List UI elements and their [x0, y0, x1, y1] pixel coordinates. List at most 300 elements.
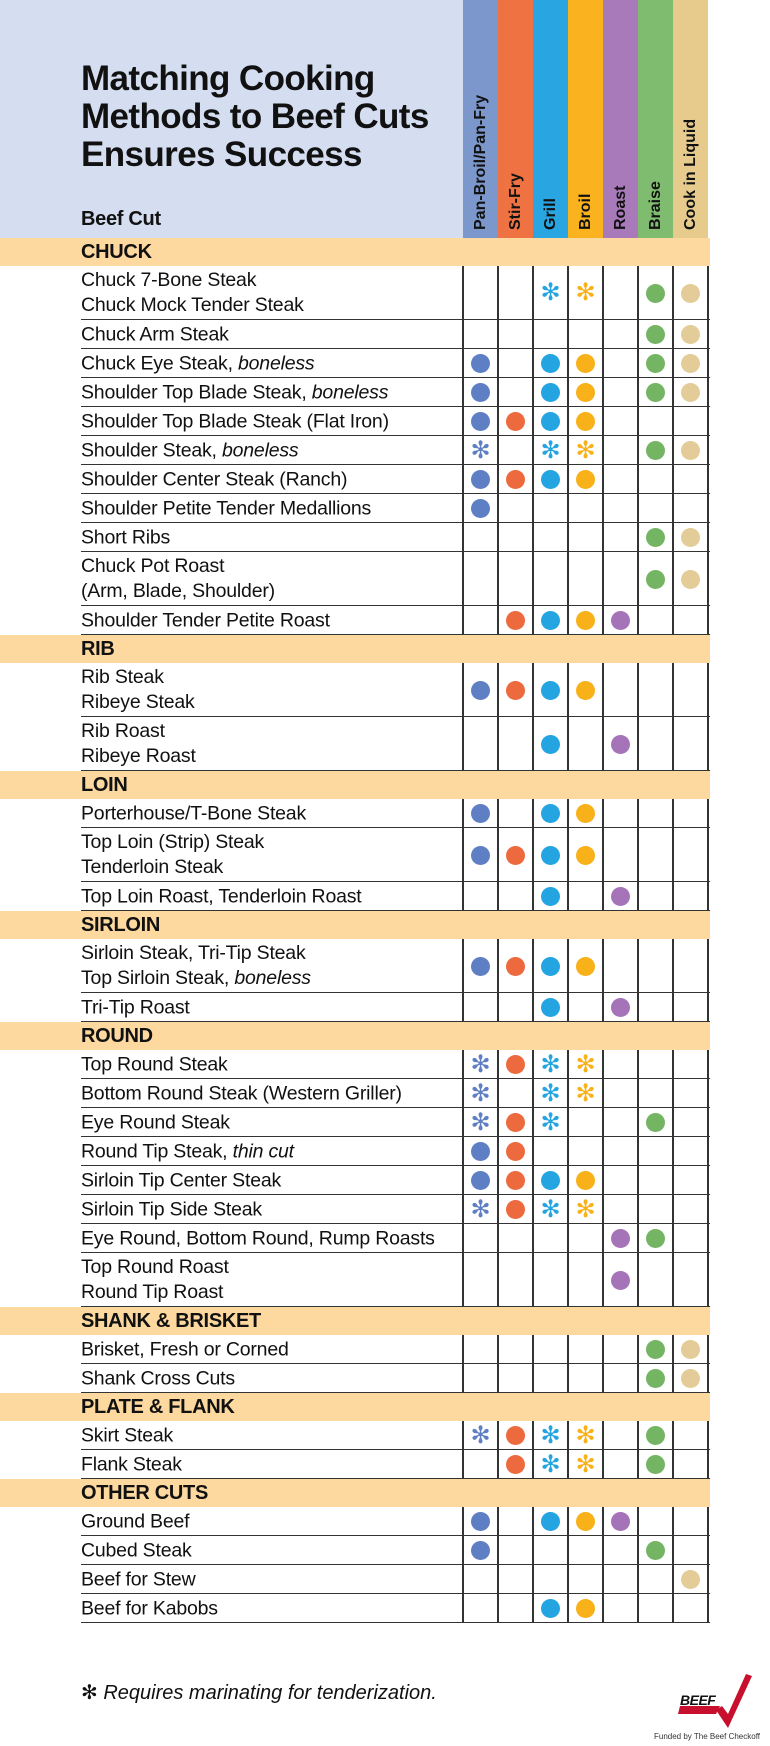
table-row	[0, 1594, 710, 1623]
method-cell-grill	[533, 1166, 568, 1195]
cut-name	[81, 438, 298, 463]
method-cell-stir-fry	[498, 465, 533, 494]
recommended-dot-icon	[471, 681, 490, 700]
section-band-round	[0, 1022, 710, 1050]
cut-name	[81, 1366, 235, 1391]
column-divider	[707, 1421, 709, 1479]
recommended-dot-icon	[646, 570, 665, 589]
column-header-label: Grill	[542, 197, 559, 230]
marinate-star-icon: ✻	[575, 1079, 596, 1107]
column-divider	[672, 939, 674, 1022]
recommended-dot-icon	[576, 611, 595, 630]
table-row	[0, 606, 710, 635]
recommended-dot-icon	[646, 441, 665, 460]
section-label: RIB	[81, 638, 115, 660]
method-cell-grill	[533, 606, 568, 635]
method-cell-cook-in-liquid	[673, 1364, 708, 1393]
recommended-dot-icon	[541, 957, 560, 976]
method-cell-broil	[568, 266, 603, 320]
recommended-dot-icon	[576, 470, 595, 489]
recommended-dot-icon	[576, 957, 595, 976]
method-cell-roast	[603, 1507, 638, 1536]
column-divider	[462, 939, 464, 1022]
cut-name-line: (Arm, Blade, Shoulder)	[81, 580, 275, 602]
column-divider	[532, 663, 534, 771]
method-cell-braise	[638, 378, 673, 407]
recommended-dot-icon	[646, 383, 665, 402]
table-row	[0, 1079, 710, 1108]
column-divider	[532, 1421, 534, 1479]
cut-name-line: Sirloin Tip Center Steak	[81, 1169, 282, 1191]
column-header-braise	[638, 0, 673, 238]
table-row	[0, 465, 710, 494]
cut-name-line: Beef for Kabobs	[81, 1597, 218, 1619]
method-cell-pan-broil-pan-fry	[463, 828, 498, 882]
recommended-dot-icon	[541, 1599, 560, 1618]
column-divider	[637, 1507, 639, 1623]
method-cell-grill	[533, 1594, 568, 1623]
method-cell-roast	[603, 606, 638, 635]
marinate-star-icon: ✻	[575, 279, 596, 306]
recommended-dot-icon	[646, 284, 665, 303]
recommended-dot-icon	[506, 611, 525, 630]
column-divider	[707, 1050, 709, 1307]
column-divider	[462, 1050, 464, 1307]
recommended-dot-icon	[576, 1171, 595, 1190]
table-row	[0, 1108, 710, 1137]
method-cell-grill	[533, 1195, 568, 1224]
recommended-dot-icon	[471, 499, 490, 518]
column-divider	[602, 939, 604, 1022]
marinate-star-icon: ✻	[470, 1050, 491, 1078]
column-header-label: Stir-Fry	[507, 173, 524, 230]
method-cell-pan-broil-pan-fry	[463, 436, 498, 465]
cut-name-line: Rib Roast	[81, 720, 165, 742]
method-cell-cook-in-liquid	[673, 320, 708, 349]
recommended-dot-icon	[471, 412, 490, 431]
method-cell-broil	[568, 1594, 603, 1623]
cut-name-line: Skirt Steak	[81, 1424, 174, 1446]
recommended-dot-icon	[646, 1541, 665, 1560]
marinate-star-icon: ✻	[470, 436, 491, 464]
section-label: CHUCK	[81, 241, 152, 263]
method-cell-broil	[568, 828, 603, 882]
table-row	[0, 1565, 710, 1594]
recommended-dot-icon	[506, 1171, 525, 1190]
method-cell-broil	[568, 1507, 603, 1536]
recommended-dot-icon	[471, 1142, 490, 1161]
recommended-dot-icon	[646, 354, 665, 373]
column-divider	[567, 1335, 569, 1393]
cut-name	[81, 1081, 402, 1106]
method-cell-pan-broil-pan-fry	[463, 1079, 498, 1108]
method-cell-pan-broil-pan-fry	[463, 407, 498, 436]
cut-name	[81, 1452, 182, 1477]
column-divider	[567, 1421, 569, 1479]
marinate-star-icon: ✻	[540, 1421, 561, 1449]
method-cell-grill	[533, 1079, 568, 1108]
cut-name-line: Eye Round, Bottom Round, Rump Roasts	[81, 1227, 435, 1249]
cut-name	[81, 1509, 189, 1534]
table-row	[0, 1050, 710, 1079]
cut-name-line: Short Ribs	[81, 526, 171, 548]
column-divider	[602, 1050, 604, 1307]
section-label: ROUND	[81, 1025, 153, 1047]
recommended-dot-icon	[541, 412, 560, 431]
method-cell-braise	[638, 1364, 673, 1393]
column-header-cook-in-liquid	[673, 0, 708, 238]
recommended-dot-icon	[681, 441, 700, 460]
cut-name-line: Shoulder Tender Petite Roast	[81, 609, 330, 631]
table-row	[0, 407, 710, 436]
column-divider	[532, 799, 534, 911]
table-row	[0, 436, 710, 465]
table-row	[0, 882, 710, 911]
column-header-label: Cook in Liquid	[682, 118, 699, 230]
column-divider	[462, 1507, 464, 1623]
recommended-dot-icon	[506, 1142, 525, 1161]
recommended-dot-icon	[471, 1541, 490, 1560]
recommended-dot-icon	[506, 470, 525, 489]
method-cell-braise	[638, 1108, 673, 1137]
section-band-other-cuts	[0, 1479, 710, 1507]
cut-name-line: Top Loin (Strip) Steak	[81, 831, 265, 853]
cut-name	[81, 608, 330, 633]
method-cell-grill	[533, 1108, 568, 1137]
logo-text: BEEF	[680, 1692, 716, 1708]
table-row	[0, 266, 710, 320]
column-divider	[567, 939, 569, 1022]
method-cell-braise	[638, 552, 673, 606]
recommended-dot-icon	[681, 570, 700, 589]
section-label: SHANK & BRISKET	[81, 1310, 261, 1332]
section-band-chuck	[0, 238, 710, 266]
recommended-dot-icon	[506, 1200, 525, 1219]
marinate-star-icon: ✻	[470, 1195, 491, 1223]
method-cell-grill	[533, 993, 568, 1022]
cut-name	[81, 1168, 281, 1193]
cut-name	[81, 525, 170, 550]
cut-name-line: Top Round Steak	[81, 1053, 228, 1075]
column-divider	[602, 1421, 604, 1479]
cut-name-line: Bottom Round Steak (Western Griller)	[81, 1082, 402, 1104]
column-header-label: Pan-Broil/Pan-Fry	[472, 94, 489, 230]
table-row	[0, 1335, 710, 1364]
cut-name-line: Shoulder Steak, boneless	[81, 439, 299, 461]
marinate-star-icon: ✻	[575, 1421, 596, 1449]
cut-name-line: Ribeye Steak	[81, 691, 195, 713]
cut-name-line: Top Loin Roast, Tenderloin Roast	[81, 885, 362, 907]
method-cell-pan-broil-pan-fry	[463, 1507, 498, 1536]
method-cell-stir-fry	[498, 939, 533, 993]
beef-cut-column-label: Beef Cut	[81, 208, 161, 230]
footnote-text: Requires marinating for tenderization.	[103, 1682, 437, 1704]
recommended-dot-icon	[611, 887, 630, 906]
column-divider	[497, 1335, 499, 1393]
cut-name	[81, 884, 362, 909]
recommended-dot-icon	[541, 383, 560, 402]
method-cell-broil	[568, 1450, 603, 1479]
cut-name-line: Round Tip Roast	[81, 1281, 224, 1303]
column-divider	[637, 1421, 639, 1479]
recommended-dot-icon	[611, 998, 630, 1017]
recommended-dot-icon	[506, 1426, 525, 1445]
page-title: Matching Cooking Methods to Beef Cuts Ensures Success	[81, 59, 429, 174]
column-divider	[672, 1421, 674, 1479]
method-cell-braise	[638, 1421, 673, 1450]
column-divider	[637, 799, 639, 911]
recommended-dot-icon	[471, 1171, 490, 1190]
cut-name-line: Tenderloin Steak	[81, 856, 224, 878]
recommended-dot-icon	[541, 998, 560, 1017]
column-divider	[497, 663, 499, 771]
recommended-dot-icon	[541, 887, 560, 906]
column-divider	[497, 799, 499, 911]
section-band-rib	[0, 635, 710, 663]
recommended-dot-icon	[611, 1229, 630, 1248]
method-cell-braise	[638, 320, 673, 349]
method-cell-stir-fry	[498, 1421, 533, 1450]
recommended-dot-icon	[541, 735, 560, 754]
recommended-dot-icon	[576, 354, 595, 373]
method-cell-grill	[533, 1050, 568, 1079]
table-row	[0, 717, 710, 771]
recommended-dot-icon	[681, 528, 700, 547]
column-divider	[672, 1507, 674, 1623]
table-row	[0, 378, 710, 407]
method-cell-stir-fry	[498, 1050, 533, 1079]
method-cell-cook-in-liquid	[673, 349, 708, 378]
method-cell-stir-fry	[498, 1166, 533, 1195]
method-cell-pan-broil-pan-fry	[463, 1421, 498, 1450]
column-divider	[672, 266, 674, 635]
method-cell-stir-fry	[498, 606, 533, 635]
column-divider	[567, 266, 569, 635]
method-cell-broil	[568, 939, 603, 993]
recommended-dot-icon	[646, 1113, 665, 1132]
method-cell-pan-broil-pan-fry	[463, 349, 498, 378]
table-row	[0, 320, 710, 349]
method-cell-roast	[603, 1224, 638, 1253]
table-row	[0, 1507, 710, 1536]
recommended-dot-icon	[541, 611, 560, 630]
cut-name-line: Sirloin Steak, Tri-Tip Steak	[81, 942, 306, 964]
marinate-star-icon: ✻	[540, 1050, 561, 1078]
column-divider	[567, 1507, 569, 1623]
cut-name	[81, 941, 311, 991]
recommended-dot-icon	[541, 1512, 560, 1531]
column-divider	[497, 939, 499, 1022]
method-cell-grill	[533, 1507, 568, 1536]
cut-name	[81, 351, 314, 376]
cut-name-line: Sirloin Tip Side Steak	[81, 1198, 262, 1220]
cut-name	[81, 1567, 195, 1592]
recommended-dot-icon	[541, 681, 560, 700]
method-cell-pan-broil-pan-fry	[463, 1536, 498, 1565]
method-cell-grill	[533, 1450, 568, 1479]
funded-by-text: Funded by The Beef Checkoff	[654, 1732, 760, 1741]
method-cell-grill	[533, 1421, 568, 1450]
recommended-dot-icon	[541, 1171, 560, 1190]
table-row	[0, 993, 710, 1022]
recommended-dot-icon	[506, 412, 525, 431]
method-cell-stir-fry	[498, 1450, 533, 1479]
method-cell-grill	[533, 378, 568, 407]
recommended-dot-icon	[471, 354, 490, 373]
recommended-dot-icon	[576, 1599, 595, 1618]
recommended-dot-icon	[646, 1340, 665, 1359]
column-divider	[672, 1050, 674, 1307]
column-divider	[602, 1507, 604, 1623]
table-row	[0, 494, 710, 523]
marinate-star-icon: ✻	[575, 436, 596, 464]
cut-name-line: Brisket, Fresh or Corned	[81, 1338, 289, 1360]
column-divider	[532, 1507, 534, 1623]
table-row	[0, 1224, 710, 1253]
cut-name-line: Shoulder Center Steak (Ranch)	[81, 468, 348, 490]
method-cell-pan-broil-pan-fry	[463, 1108, 498, 1137]
method-cell-broil	[568, 436, 603, 465]
recommended-dot-icon	[681, 354, 700, 373]
method-cell-pan-broil-pan-fry	[463, 1137, 498, 1166]
recommended-dot-icon	[576, 383, 595, 402]
method-cell-braise	[638, 266, 673, 320]
column-divider	[707, 939, 709, 1022]
recommended-dot-icon	[681, 383, 700, 402]
cut-name-line: Top Sirloin Steak, boneless	[81, 967, 311, 989]
method-cell-braise	[638, 523, 673, 552]
marinate-star-icon: ✻	[540, 1108, 561, 1136]
method-cell-braise	[638, 1335, 673, 1364]
recommended-dot-icon	[541, 354, 560, 373]
cut-name	[81, 1255, 229, 1305]
cut-name-line: Chuck 7-Bone Steak	[81, 269, 257, 291]
cut-name	[81, 995, 190, 1020]
method-cell-grill	[533, 882, 568, 911]
recommended-dot-icon	[611, 1512, 630, 1531]
section-label: PLATE & FLANK	[81, 1396, 235, 1418]
footnote	[81, 1680, 437, 1705]
column-header-roast	[603, 0, 638, 238]
cut-name-line: Shoulder Top Blade Steak (Flat Iron)	[81, 410, 389, 432]
recommended-dot-icon	[646, 1369, 665, 1388]
table-row	[0, 799, 710, 828]
column-divider	[602, 1335, 604, 1393]
method-cell-stir-fry	[498, 828, 533, 882]
column-divider	[637, 1050, 639, 1307]
column-divider	[462, 1421, 464, 1479]
recommended-dot-icon	[471, 470, 490, 489]
cut-name	[81, 665, 195, 715]
recommended-dot-icon	[506, 1455, 525, 1474]
method-cell-stir-fry	[498, 1108, 533, 1137]
method-cell-grill	[533, 828, 568, 882]
column-divider	[567, 663, 569, 771]
cut-name	[81, 496, 371, 521]
method-cell-pan-broil-pan-fry	[463, 663, 498, 717]
method-cell-braise	[638, 1450, 673, 1479]
marinate-star-icon: ✻	[575, 1450, 596, 1478]
cut-name	[81, 719, 196, 769]
table-row	[0, 939, 710, 993]
recommended-dot-icon	[681, 1570, 700, 1589]
cut-name	[81, 1423, 173, 1448]
column-header-label: Broil	[577, 193, 594, 230]
cut-name	[81, 1197, 262, 1222]
cut-name-line: Top Round Roast	[81, 1256, 229, 1278]
method-cell-pan-broil-pan-fry	[463, 378, 498, 407]
column-divider	[602, 663, 604, 771]
column-divider	[567, 1050, 569, 1307]
cut-name	[81, 380, 388, 405]
cut-name	[81, 322, 229, 347]
method-cell-cook-in-liquid	[673, 266, 708, 320]
method-cell-pan-broil-pan-fry	[463, 939, 498, 993]
cut-name-line: Round Tip Steak, thin cut	[81, 1140, 294, 1162]
method-cell-braise	[638, 349, 673, 378]
method-cell-grill	[533, 799, 568, 828]
recommended-dot-icon	[506, 957, 525, 976]
section-band-shank-brisket	[0, 1307, 710, 1335]
column-divider	[637, 1335, 639, 1393]
cut-name-line: Cubed Steak	[81, 1539, 192, 1561]
method-cell-broil	[568, 1195, 603, 1224]
cut-name	[81, 830, 264, 880]
cut-name	[81, 1052, 228, 1077]
method-cell-broil	[568, 378, 603, 407]
recommended-dot-icon	[506, 1113, 525, 1132]
cut-name-line: Ground Beef	[81, 1510, 190, 1532]
table-row	[0, 1536, 710, 1565]
cut-name-line: Chuck Arm Steak	[81, 323, 229, 345]
recommended-dot-icon	[506, 681, 525, 700]
recommended-dot-icon	[506, 1055, 525, 1074]
column-divider	[497, 1421, 499, 1479]
recommended-dot-icon	[611, 735, 630, 754]
table-row	[0, 1421, 710, 1450]
cut-name-line: Chuck Pot Roast	[81, 555, 225, 577]
marinate-star-icon: ✻	[470, 1079, 491, 1107]
method-cell-pan-broil-pan-fry	[463, 1195, 498, 1224]
table-row	[0, 828, 710, 882]
method-cell-braise	[638, 1224, 673, 1253]
marinate-star-icon: ✻	[470, 1421, 491, 1449]
recommended-dot-icon	[471, 804, 490, 823]
cut-name-line: Shoulder Top Blade Steak, boneless	[81, 381, 389, 403]
section-label: OTHER CUTS	[81, 1482, 209, 1504]
column-header-grill	[533, 0, 568, 238]
table-row	[0, 349, 710, 378]
cut-name	[81, 801, 306, 826]
cut-name	[81, 1596, 218, 1621]
section-band-loin	[0, 771, 710, 799]
cut-name	[81, 268, 304, 318]
recommended-dot-icon	[576, 681, 595, 700]
marinate-star-icon: ✻	[470, 1108, 491, 1136]
beef-logo	[676, 1670, 756, 1732]
recommended-dot-icon	[681, 1340, 700, 1359]
column-divider	[497, 1507, 499, 1623]
recommended-dot-icon	[541, 470, 560, 489]
column-divider	[637, 663, 639, 771]
cut-name-line: Chuck Eye Steak, boneless	[81, 352, 315, 374]
cut-name-line: Shoulder Petite Tender Medallions	[81, 497, 372, 519]
marinate-star-icon: ✻	[540, 1079, 561, 1107]
recommended-dot-icon	[576, 804, 595, 823]
column-divider	[602, 266, 604, 635]
method-cell-braise	[638, 1536, 673, 1565]
method-cell-cook-in-liquid	[673, 436, 708, 465]
